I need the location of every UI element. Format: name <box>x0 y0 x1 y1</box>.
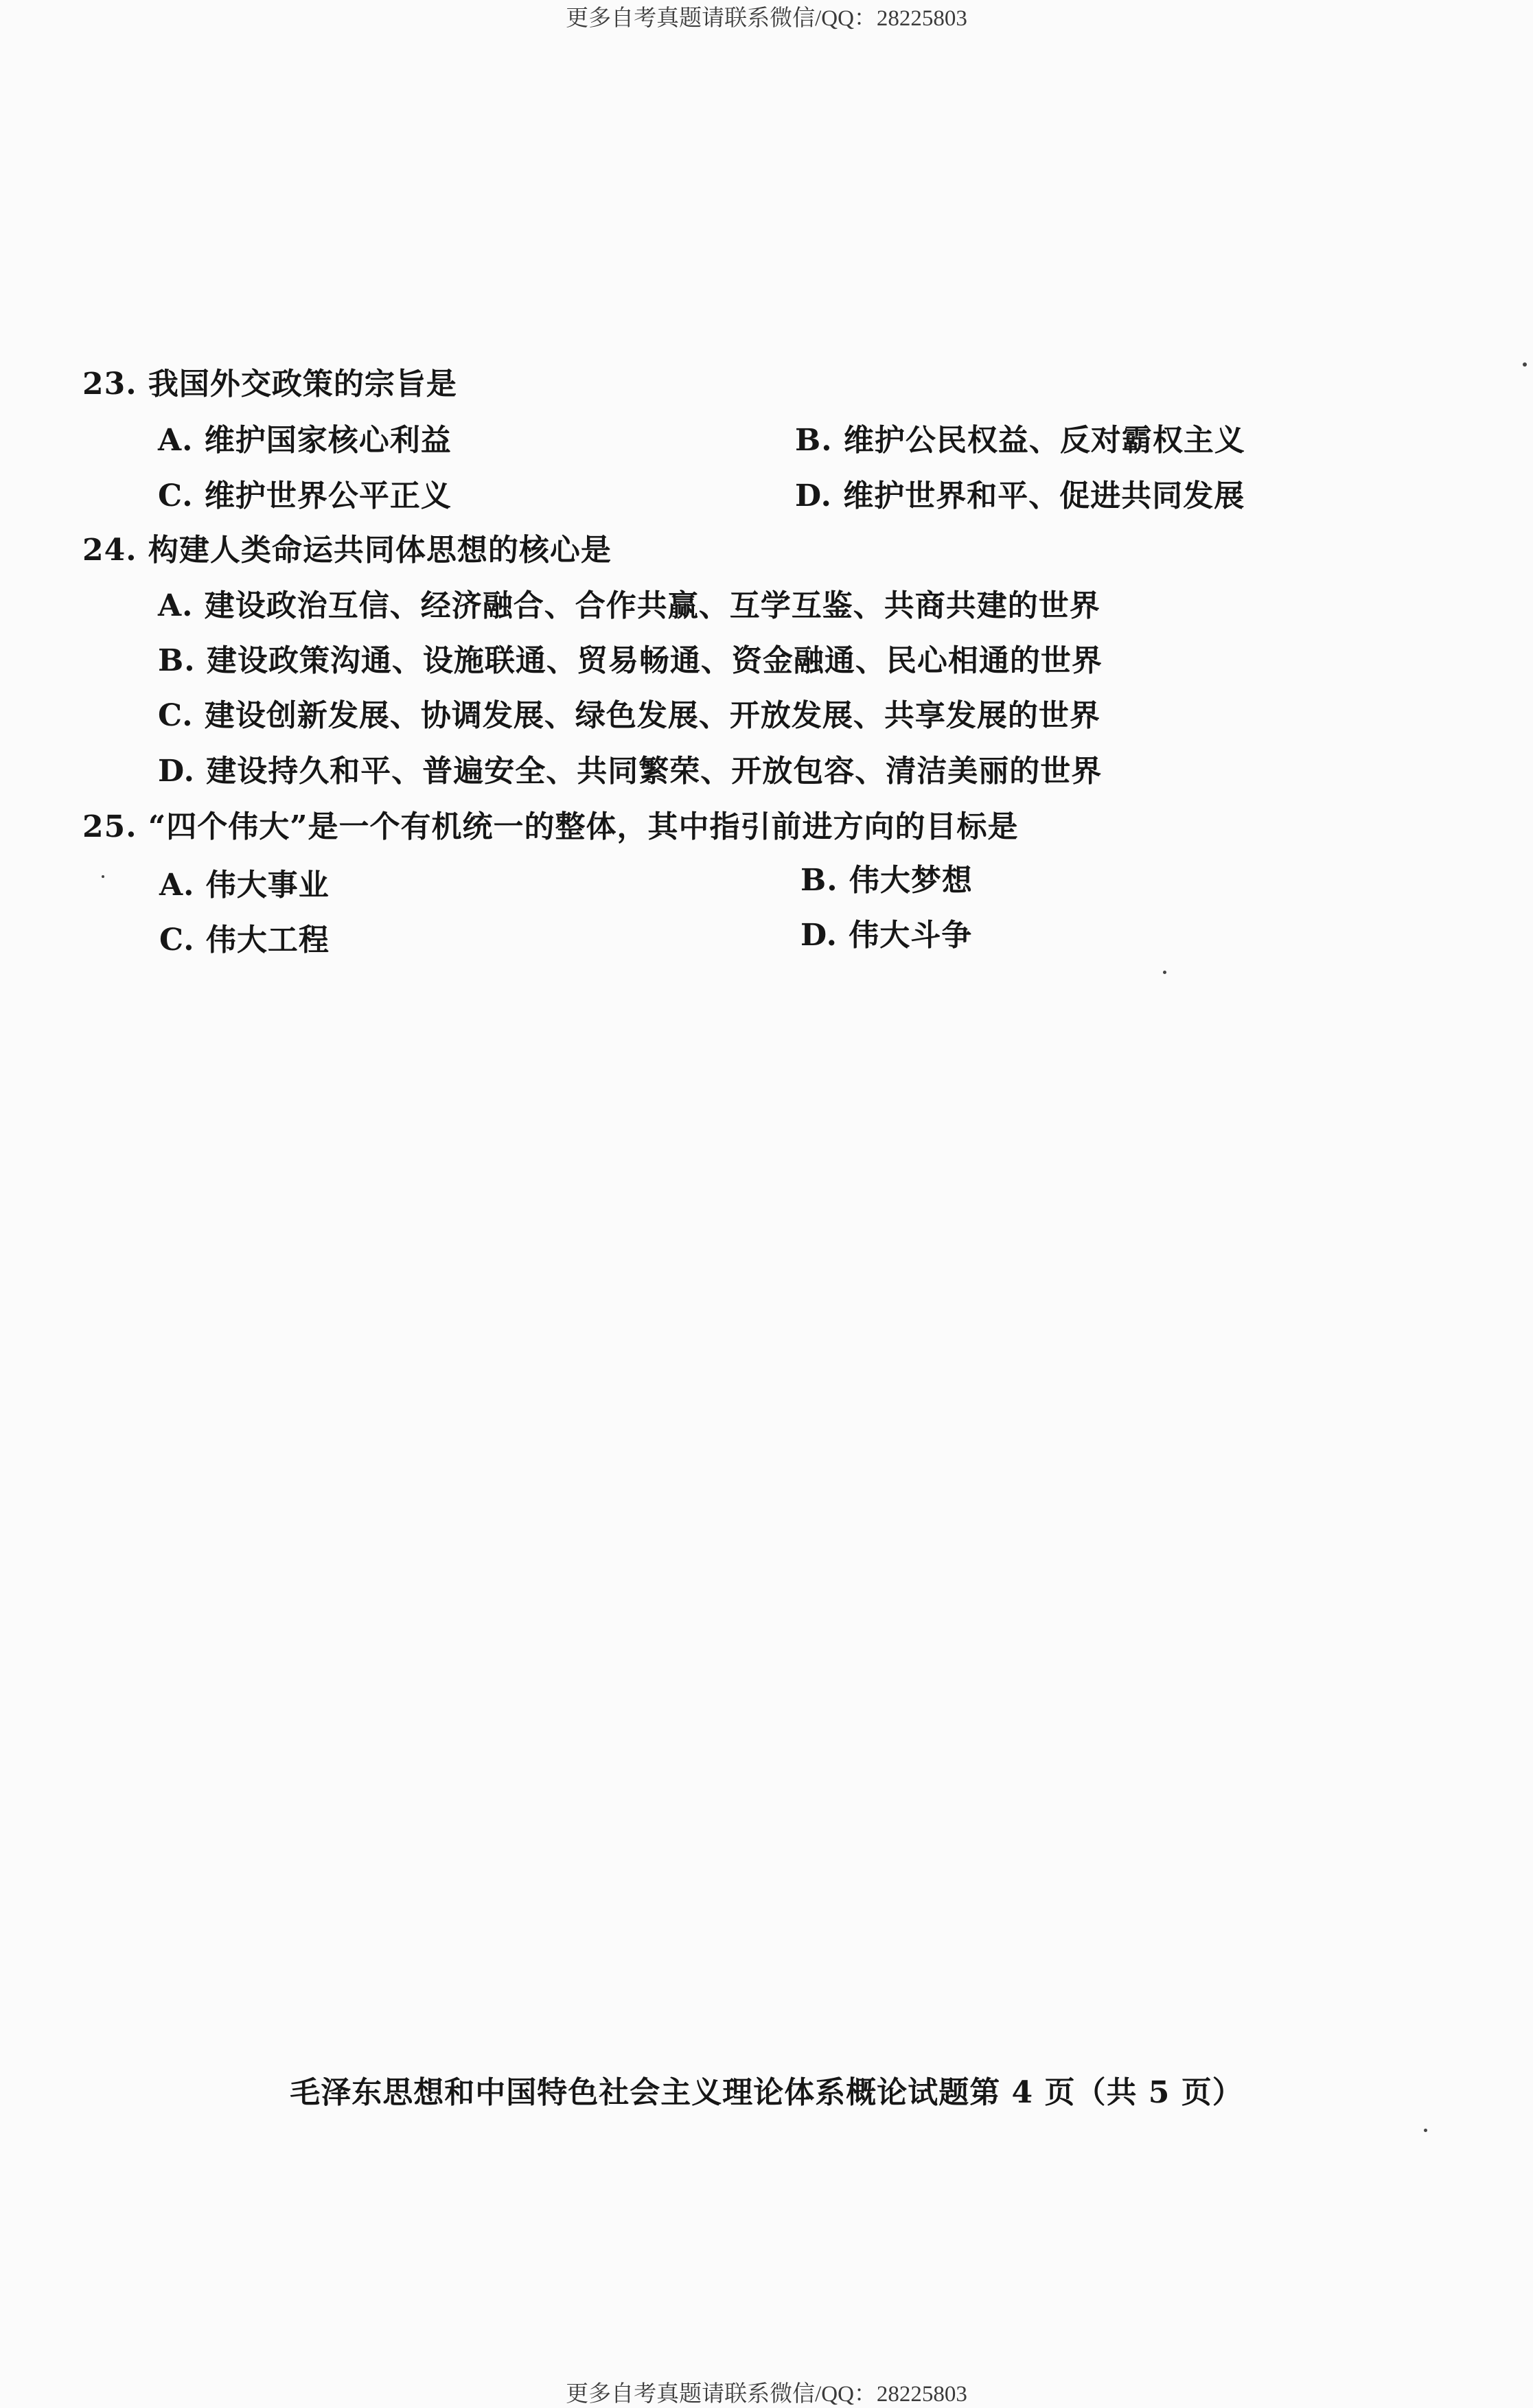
question-24 <box>82 525 612 569</box>
question-stem: 我国外交政策的宗旨是 <box>148 367 457 402</box>
option-text: 建设持久和平、普遍安全、共同繁荣、开放包容、清洁美丽的世界 <box>206 754 1103 789</box>
scan-speck <box>1163 971 1166 974</box>
scan-speck <box>1424 2129 1427 2132</box>
scan-speck <box>1523 362 1527 367</box>
option-text: 伟大梦想 <box>849 863 973 898</box>
option-letter: D. <box>158 754 195 789</box>
option-24-a <box>158 581 1100 625</box>
option-text: 伟大事业 <box>205 868 330 903</box>
option-24-d <box>158 746 1102 790</box>
option-24-b <box>158 636 1103 680</box>
option-23-d <box>795 471 1245 515</box>
option-letter: C. <box>159 923 195 958</box>
option-text: 伟大工程 <box>205 923 330 958</box>
question-number: 24. <box>82 533 137 568</box>
option-23-c <box>158 471 452 515</box>
option-25-d <box>800 910 972 954</box>
option-letter: A. <box>158 423 194 458</box>
option-text: 建设政策沟通、设施联通、贸易畅通、资金融通、民心相通的世界 <box>206 643 1103 678</box>
option-letter: D. <box>795 478 832 513</box>
option-text: 维护世界公平正义 <box>204 478 452 513</box>
option-letter: C. <box>158 478 194 513</box>
option-24-c <box>158 691 1100 734</box>
option-25-c <box>159 915 330 959</box>
option-text: 建设政治互信、经济融合、合作共赢、互学互鉴、共商共建的世界 <box>204 588 1100 623</box>
option-letter: B. <box>800 863 838 898</box>
question-23 <box>82 359 457 403</box>
watermark-bottom: 更多自考真题请联系微信/QQ：28225803 <box>566 2382 967 2407</box>
option-letter: B. <box>158 643 196 678</box>
option-text: 维护世界和平、促进共同发展 <box>843 478 1245 513</box>
question-25 <box>82 802 1019 846</box>
option-25-a <box>159 860 330 904</box>
option-letter: C. <box>158 698 194 733</box>
option-text: 伟大斗争 <box>849 918 973 953</box>
option-25-b <box>800 855 973 899</box>
option-text: 维护国家核心利益 <box>204 423 452 458</box>
scan-speck <box>102 875 104 878</box>
question-number: 25. <box>82 809 137 844</box>
question-stem: 构建人类命运共同体思想的核心是 <box>148 533 612 568</box>
option-23-b <box>795 415 1245 459</box>
option-text: 建设创新发展、协调发展、绿色发展、开放发展、共享发展的世界 <box>204 698 1100 733</box>
page-footer: 毛泽东思想和中国特色社会主义理论体系概论试题第 4 页（共 5 页） <box>290 2075 1243 2110</box>
option-text: 维护公民权益、反对霸权主义 <box>843 423 1245 458</box>
question-stem: “四个伟大”是一个有机统一的整体，其中指引前进方向的目标是 <box>148 809 1019 844</box>
watermark-top: 更多自考真题请联系微信/QQ：28225803 <box>566 6 967 31</box>
option-letter: B. <box>795 423 833 458</box>
option-23-a <box>158 415 452 459</box>
option-letter: A. <box>158 588 194 623</box>
question-number: 23. <box>82 367 137 402</box>
option-letter: A. <box>159 868 195 903</box>
option-letter: D. <box>800 918 838 953</box>
